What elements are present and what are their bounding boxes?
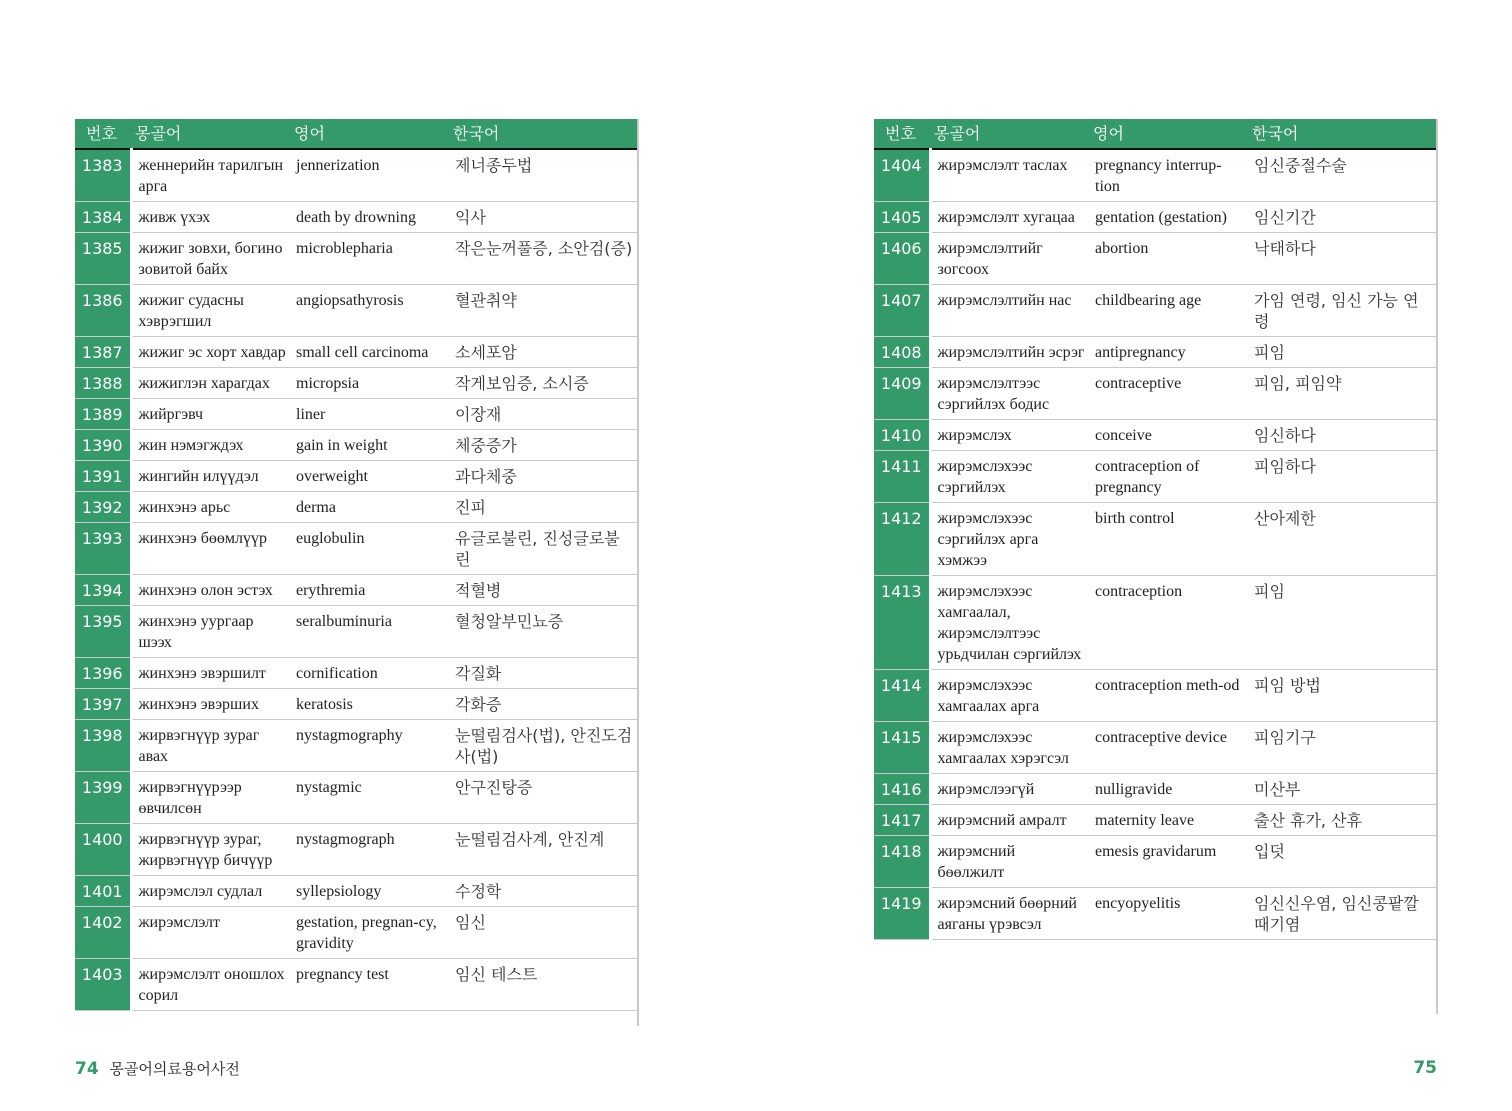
entry-number: 1389 [75, 399, 131, 430]
korean-term: 적혈병 [455, 581, 502, 600]
korean-term: 임신 [455, 913, 486, 932]
english-term: angiopsathyrosis [296, 292, 404, 309]
mongolian-term: жирэмслэл судлал [138, 883, 263, 900]
mongolian-term: жинхэнэ эвэршилт [138, 665, 266, 682]
table-row [874, 368, 1437, 420]
header-korean: 한국어 [449, 119, 638, 149]
mongolian-term: жирэмслэхээс сэргийлэх арга хэмжээ [937, 510, 1039, 569]
header-korean: 한국어 [1248, 119, 1437, 149]
mongolian-term: жирэмслэхээс хамгаалах хэрэгсэл [937, 729, 1069, 767]
entry-number: 1383 [75, 149, 131, 202]
mongolian-term: жинхэнэ эвэрших [138, 696, 259, 713]
korean-term: 소세포암 [455, 343, 517, 362]
entry-number: 1396 [75, 658, 131, 689]
english-term: keratosis [296, 696, 353, 713]
right-page-number: 75 [1413, 1058, 1437, 1078]
table-row [75, 149, 638, 202]
english-term: nystagmic [296, 779, 362, 796]
header-number: 번호 [75, 119, 131, 149]
korean-term: 눈떨림검사(법), 안진도검사(법) [455, 726, 633, 766]
korean-term: 제너종두법 [455, 156, 533, 175]
korean-term: 임신하다 [1254, 426, 1316, 445]
mongolian-term: жийргэвч [138, 406, 204, 423]
entry-number: 1394 [75, 575, 131, 606]
header-english: 영어 [1089, 119, 1248, 149]
mongolian-term: жижиг зовхи, богино зовитой байх [138, 240, 283, 278]
mongolian-term: жирэмслэхээс хамгаалах арга [937, 677, 1040, 715]
left-page-frame-edge [637, 119, 639, 1026]
korean-term: 임신기간 [1254, 208, 1316, 227]
left-page-footer [75, 1058, 240, 1079]
korean-term: 임신신우염, 임신콩팥깔때기염 [1254, 894, 1419, 934]
table-row [75, 772, 638, 824]
mongolian-term: жирэмслэлт таслах [937, 157, 1068, 174]
english-term: contraception of pregnancy [1095, 458, 1200, 496]
korean-term: 각화증 [455, 695, 502, 714]
mongolian-term: жинхэнэ уургаар шээх [138, 613, 254, 651]
entry-number: 1387 [75, 337, 131, 368]
english-term: contraceptive [1095, 375, 1182, 392]
mongolian-term: женнерийн тарилгын арга [138, 157, 284, 195]
mongolian-term: жижиг эс хорт хавдар [138, 344, 286, 361]
mongolian-term: жирэмслэлт оношлох сорил [138, 966, 285, 1004]
english-term: birth control [1095, 510, 1175, 527]
header-english: 영어 [290, 119, 449, 149]
mongolian-term: жирэмслээгүй [937, 781, 1035, 798]
entry-number: 1403 [75, 959, 131, 1011]
table-row [75, 658, 638, 689]
korean-term: 진피 [455, 498, 486, 517]
table-row [874, 233, 1437, 285]
table-row [75, 720, 638, 772]
english-term: microblepharia [296, 240, 393, 257]
entry-number: 1400 [75, 824, 131, 876]
english-term: micropsia [296, 375, 360, 392]
mongolian-term: жирэмслэлт хугацаа [937, 209, 1075, 226]
table-row [75, 368, 638, 399]
entry-number: 1388 [75, 368, 131, 399]
entry-number: 1392 [75, 492, 131, 523]
mongolian-term: жирэмслэлтийн эсрэг [937, 344, 1085, 361]
table-row [874, 202, 1437, 233]
table-row [75, 523, 638, 575]
table-row [874, 285, 1437, 337]
korean-term: 미산부 [1254, 780, 1301, 799]
korean-term: 눈떨림검사계, 안진계 [455, 830, 605, 849]
table-row [75, 907, 638, 959]
mongolian-term: жирвэгнүүр зураг, жирвэгнүүр бичүүр [138, 831, 273, 869]
english-term: syllepsiology [296, 883, 382, 900]
english-term: emesis gravidarum [1095, 843, 1217, 860]
korean-term: 작은눈꺼풀증, 소안검(증) [455, 239, 633, 258]
entry-number: 1386 [75, 285, 131, 337]
mongolian-term: жинхэнэ арьс [138, 499, 231, 516]
table-row [874, 836, 1437, 888]
english-term: death by drowning [296, 209, 416, 226]
table-row [874, 420, 1437, 451]
english-term: pregnancy interrup-tion [1095, 157, 1222, 195]
korean-term: 임신중절수술 [1254, 156, 1347, 175]
english-term: liner [296, 406, 326, 423]
right-page-table [874, 119, 1437, 940]
entry-number: 1384 [75, 202, 131, 233]
left-page-number: 74 [75, 1059, 99, 1079]
mongolian-term: жирэмсний бөөлжилт [937, 843, 1016, 881]
entry-number: 1419 [874, 888, 930, 940]
english-term: erythremia [296, 582, 366, 599]
mongolian-term: жинхэнэ олон эстэх [138, 582, 273, 599]
table-row [874, 576, 1437, 670]
english-term: nystagmography [296, 727, 403, 744]
header-mongolian: 몽골어 [930, 119, 1089, 149]
entry-number: 1410 [874, 420, 930, 451]
korean-term: 출산 휴가, 산휴 [1254, 811, 1362, 830]
korean-term: 유글로불린, 진성글로불린 [455, 529, 620, 569]
korean-term: 안구진탕증 [455, 778, 533, 797]
korean-term: 각질화 [455, 664, 502, 683]
english-term: gentation (gestation) [1095, 209, 1227, 226]
table-row [75, 492, 638, 523]
entry-number: 1402 [75, 907, 131, 959]
english-term: childbearing age [1095, 292, 1202, 309]
entry-number: 1385 [75, 233, 131, 285]
korean-term: 체중증가 [455, 436, 517, 455]
table-row [874, 774, 1437, 805]
mongolian-term: жирэмслэхээс сэргийлэх [937, 458, 1033, 496]
table-row [75, 430, 638, 461]
entry-number: 1413 [874, 576, 930, 670]
korean-term: 작게보임증, 소시증 [455, 374, 589, 393]
entry-number: 1417 [874, 805, 930, 836]
mongolian-term: живж үхэх [138, 209, 211, 226]
mongolian-term: жирэмслэх [937, 427, 1012, 444]
entry-number: 1405 [874, 202, 930, 233]
entry-number: 1391 [75, 461, 131, 492]
mongolian-term: жижиг судасны хэврэгшил [138, 292, 244, 330]
mongolian-term: жирэмслэлтийг зогсоох [937, 240, 1043, 278]
entry-number: 1404 [874, 149, 930, 202]
table-row [75, 337, 638, 368]
terms-table-left [75, 119, 638, 1011]
english-term: euglobulin [296, 530, 365, 547]
english-term: encyopyelitis [1095, 895, 1181, 912]
korean-term: 수정학 [455, 882, 502, 901]
table-row [874, 670, 1437, 722]
english-term: gestation, pregnan-cy, gravidity [296, 914, 437, 952]
table-row [75, 202, 638, 233]
table-row [75, 233, 638, 285]
english-term: contraceptive device [1095, 729, 1227, 746]
table-row [874, 805, 1437, 836]
english-term: antipregnancy [1095, 344, 1186, 361]
entry-number: 1418 [874, 836, 930, 888]
english-term: cornification [296, 665, 378, 682]
korean-term: 피임, 피임약 [1254, 374, 1342, 393]
table-row [874, 722, 1437, 774]
english-term: seralbuminuria [296, 613, 392, 630]
entry-number: 1412 [874, 503, 930, 576]
korean-term: 익사 [455, 208, 486, 227]
mongolian-term: жирэмслэхээс хамгаалал, жирэмслэлтээс урьдчилан сэргийлэх [937, 583, 1082, 663]
entry-number: 1416 [874, 774, 930, 805]
entry-number: 1411 [874, 451, 930, 503]
table-row [75, 824, 638, 876]
mongolian-term: жин нэмэгждэх [138, 437, 244, 454]
english-term: jennerization [296, 157, 380, 174]
korean-term: 혈관취약 [455, 291, 517, 310]
english-term: derma [296, 499, 336, 516]
english-term: contraception meth-od [1095, 677, 1240, 694]
entry-number: 1407 [874, 285, 930, 337]
korean-term: 입덧 [1254, 842, 1285, 861]
entry-number: 1390 [75, 430, 131, 461]
korean-term: 혈청알부민뇨증 [455, 612, 564, 631]
korean-term: 임신 테스트 [455, 965, 538, 984]
korean-term: 가임 연령, 임신 가능 연령 [1254, 291, 1419, 331]
table-row [75, 285, 638, 337]
english-term: abortion [1095, 240, 1149, 257]
korean-term: 피임기구 [1254, 728, 1316, 747]
table-row [874, 888, 1437, 940]
table-row [75, 399, 638, 430]
table-row [75, 606, 638, 658]
book-title: 몽골어의료용어사전 [109, 1060, 240, 1078]
english-term: nulligravide [1095, 781, 1173, 798]
korean-term: 과다체중 [455, 467, 517, 486]
english-term: contraception [1095, 583, 1183, 600]
table-row [874, 451, 1437, 503]
korean-term: 피임 [1254, 343, 1285, 362]
mongolian-term: жинхэнэ бөөмлүүр [138, 530, 268, 547]
korean-term: 낙태하다 [1254, 239, 1316, 258]
mongolian-term: жирэмслэлт [138, 914, 221, 931]
entry-number: 1395 [75, 606, 131, 658]
mongolian-term: жингийн илүүдэл [138, 468, 259, 485]
english-term: overweight [296, 468, 368, 485]
korean-term: 이장재 [455, 405, 502, 424]
entry-number: 1414 [874, 670, 930, 722]
header-number: 번호 [874, 119, 930, 149]
table-header [75, 119, 638, 149]
entry-number: 1401 [75, 876, 131, 907]
entry-number: 1415 [874, 722, 930, 774]
korean-term: 피임하다 [1254, 457, 1316, 476]
table-row [75, 959, 638, 1011]
english-term: small cell carcinoma [296, 344, 429, 361]
mongolian-term: жирэмслэлтээс сэргийлэх бодис [937, 375, 1050, 413]
english-term: conceive [1095, 427, 1152, 444]
table-row [874, 149, 1437, 202]
mongolian-term: жирэмсний амралт [937, 812, 1067, 829]
english-term: gain in weight [296, 437, 388, 454]
entry-number: 1399 [75, 772, 131, 824]
table-header [874, 119, 1437, 149]
table-row [874, 337, 1437, 368]
entry-number: 1397 [75, 689, 131, 720]
mongolian-term: жирвэгнүүрээр өвчилсөн [138, 779, 242, 817]
terms-table-right [874, 119, 1437, 940]
korean-term: 산아제한 [1254, 509, 1316, 528]
entry-number: 1408 [874, 337, 930, 368]
right-page-frame-edge [1436, 119, 1438, 1014]
mongolian-term: жирэмсний бөөрний аяганы үрэвсэл [937, 895, 1077, 933]
entry-number: 1406 [874, 233, 930, 285]
korean-term: 피임 [1254, 582, 1285, 601]
english-term: pregnancy test [296, 966, 389, 983]
entry-number: 1393 [75, 523, 131, 575]
mongolian-term: жижиглэн харагдах [138, 375, 270, 392]
entry-number: 1409 [874, 368, 930, 420]
mongolian-term: жирвэгнүүр зураг авах [138, 727, 260, 765]
header-mongolian: 몽골어 [131, 119, 290, 149]
table-row [75, 575, 638, 606]
english-term: nystagmograph [296, 831, 395, 848]
table-row [874, 503, 1437, 576]
mongolian-term: жирэмслэлтийн нас [937, 292, 1072, 309]
korean-term: 피임 방법 [1254, 676, 1321, 695]
table-row [75, 689, 638, 720]
entry-number: 1398 [75, 720, 131, 772]
table-row [75, 461, 638, 492]
left-page-table [75, 119, 638, 1011]
english-term: maternity leave [1095, 812, 1195, 829]
table-row [75, 876, 638, 907]
